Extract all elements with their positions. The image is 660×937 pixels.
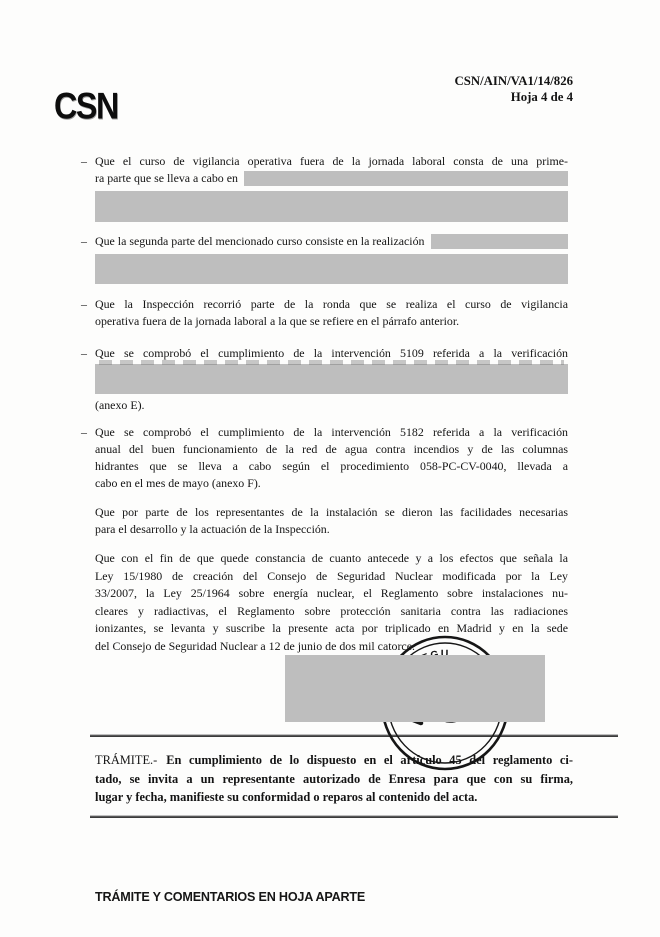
bullet-5-line-2: anual del buen funcionamiento de la red de agua contra incendios y de las columnas <box>95 442 568 456</box>
bullet-5-line-3: hidrantes que se lleva a cabo según el procedimiento 058-PC-CV-0040, llevada a <box>95 459 568 473</box>
bullet-3-line-1: Que la Inspección recorrió parte de la ronda que se realiza el curso de vigilancia <box>95 297 568 311</box>
bullet-item-2 <box>81 233 568 250</box>
redaction-block-3 <box>95 364 568 394</box>
document-reference <box>454 74 573 105</box>
closing-line-2: Ley 15/1980 de creación del Consejo de Seguridad Nuclear modificada por la Ley <box>95 568 568 583</box>
reference-number: CSN/AIN/VA1/14/826 <box>454 74 573 88</box>
bullet-dash: – <box>81 234 87 248</box>
paragraph-facilities <box>95 504 568 538</box>
bullet-4-annex <box>81 397 568 414</box>
tramite-label: TRÁMITE.- <box>95 753 158 767</box>
closing-line-4: cleares y radiactivas, el Reglamento sobre protección sanitaria contra las radiaciones <box>95 603 568 618</box>
footer-note: TRÁMITE Y COMENTARIOS EN HOJA APARTE <box>95 890 366 904</box>
bullet-1-line-2 <box>95 170 568 187</box>
bullet-dash: – <box>81 154 87 168</box>
bullet-1-line-1: Que el curso de vigilancia operativa fuera de la jornada laboral consta de una prime- <box>95 154 568 168</box>
tramite-line-1-text: En cumplimiento de lo dispuesto en el artículo 45 del reglamento ci- <box>166 753 573 767</box>
redaction-block-signature <box>285 655 545 722</box>
bullet-item-1 <box>81 153 568 187</box>
bullet-5-line-4: cabo en el mes de mayo (anexo F). <box>95 476 261 490</box>
tramite-line-3: lugar y fecha, manifieste su conformidad o reparos al contenido del acta. <box>95 790 478 804</box>
bullet-2-line-1 <box>95 233 568 250</box>
csn-logo: CSN <box>54 86 118 128</box>
bullet-5-line-1: Que se comprobó el cumplimiento de la intervención 5182 referida a la verificación <box>95 425 568 439</box>
bullet-item-5 <box>81 424 568 492</box>
bullet-item-3 <box>81 296 568 330</box>
redaction-inline-2 <box>431 234 568 249</box>
bullet-dash: – <box>81 346 87 360</box>
bullet-1-line-2-text: ra parte que se lleva a cabo en <box>95 171 238 185</box>
redaction-block-2 <box>95 254 568 284</box>
closing-line-3: 33/2007, la Ley 25/1964 sobre energía nuclear, el Reglamento sobre instalaciones nu- <box>95 586 568 600</box>
closing-line-6: del Consejo de Seguridad Nuclear a 12 de junio de dos mil catorce. <box>95 638 415 653</box>
page-number-label: Hoja 4 de 4 <box>510 89 573 104</box>
bullet-dash: – <box>81 297 87 311</box>
annex-e-label: (anexo E). <box>95 398 145 412</box>
tramite-line-2: tado, se invita a un representante autorizado de Enresa para que con su firma, <box>95 771 573 786</box>
redaction-inline-1 <box>244 171 568 186</box>
facilities-line-1: Que por parte de los representantes de la instalación se dieron las facilidades necesarias <box>95 505 568 519</box>
bullet-3-line-2: operativa fuera de la jornada laboral a la que se refiere en el párrafo anterior. <box>95 314 460 328</box>
bullet-4-line-1: Que se comprobó el cumplimiento de la intervención 5109 referida a la verificación <box>95 346 568 360</box>
redaction-block-1 <box>95 191 568 222</box>
bullet-dash: – <box>81 425 87 439</box>
closing-line-5: ionizantes, se levanta y suscribe la presente acta por triplicado en Madrid y en la sede <box>95 621 568 635</box>
facilities-line-2: para el desarrollo y la actuación de la Inspección. <box>95 522 330 536</box>
closing-line-1: Que con el fin de que quede constancia de cuanto antecede y a los efectos que señala la <box>95 551 568 565</box>
horizontal-rule-top <box>90 735 618 737</box>
bullet-2-line-1-text: Que la segunda parte del mencionado curso consiste en la realización <box>95 234 425 248</box>
horizontal-rule-bottom <box>90 816 618 818</box>
